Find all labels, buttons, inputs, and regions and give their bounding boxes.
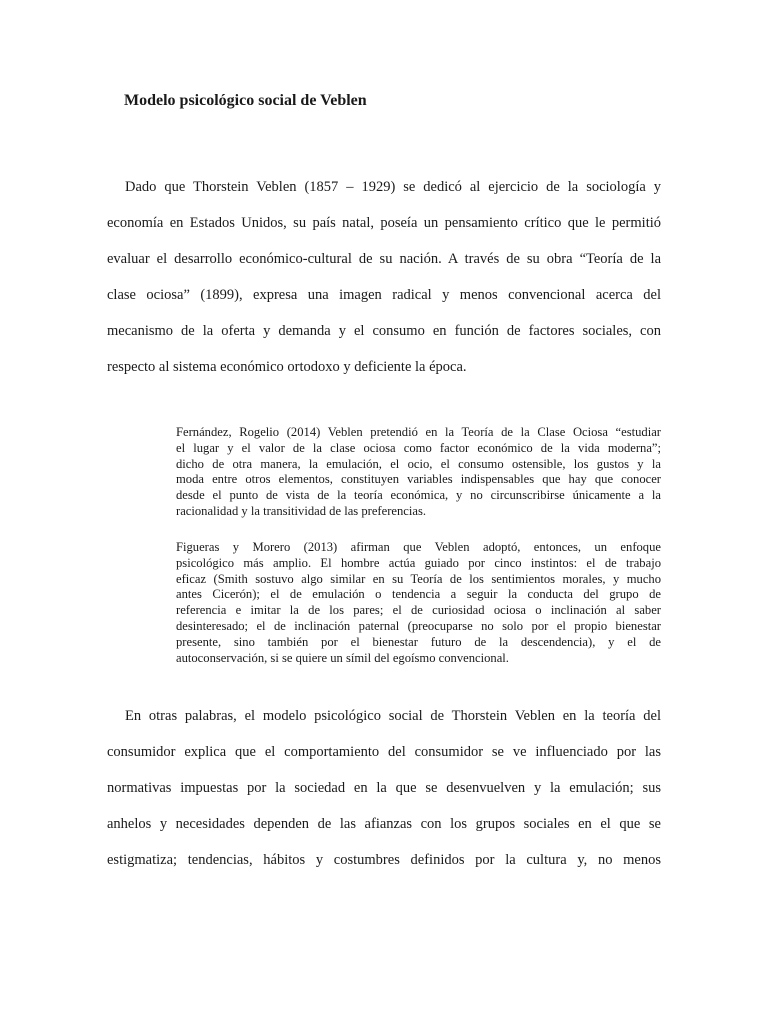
quote-line: psicológico más amplio. El hombre actúa guiado por cinco instintos: el de trabajo: [176, 555, 661, 570]
quote-line: racionalidad y la transitividad de las preferencias.: [176, 503, 427, 518]
paragraph-line: normativas impuestas por la sociedad en la que se desenvuelven y la emulación; sus: [107, 780, 661, 796]
quote-line: eficaz (Smith sostuvo algo similar en su Teoría de los sentimientos morales, y mucho: [176, 571, 661, 586]
quote-line: desinteresado; el de inclinación paternal (preocuparse no solo por el propio bienestar: [176, 618, 661, 633]
block-quote-figueras: [176, 540, 661, 666]
quote-line: Fernández, Rogelio (2014) Veblen pretendió en la Teoría de la Clase Ociosa “estudiar: [176, 425, 661, 439]
paragraph-line: respecto al sistema económico ortodoxo y deficiente la época.: [107, 359, 467, 375]
quote-line: antes Cicerón); el de emulación o tendencia a seguir la conducta del grupo de: [176, 587, 661, 602]
quote-line: presente, sino también por el bienestar futuro de la descendencia), y el de: [176, 634, 661, 649]
paragraph-line: mecanismo de la oferta y demanda y el consumo en función de factores sociales, con: [107, 323, 661, 339]
paragraph-line: estigmatiza; tendencias, hábitos y costumbres definidos por la cultura y, no menos: [107, 852, 661, 868]
quote-line: moda entre otros elementos, constituyen variables indispensables que hay que conocer: [176, 472, 661, 487]
paragraph-line: Dado que Thorstein Veblen (1857 – 1929) se dedicó al ejercicio de la sociología y: [125, 179, 661, 195]
quote-line: autoconservación, si se quiere un símil del egoísmo convencional.: [176, 650, 509, 665]
paragraph-line: En otras palabras, el modelo psicológico social de Thorstein Veblen en la teoría del: [125, 708, 661, 724]
paragraph-conclusion: [107, 706, 661, 886]
paragraph-intro: [107, 177, 661, 393]
paragraph-line: consumidor explica que el comportamiento del consumidor se ve influenciado por las: [107, 744, 661, 760]
block-quote-fernandez: [176, 425, 661, 520]
quote-line: desde el punto de vista de la teoría económica, y no circunscribirse únicamente a la: [176, 488, 661, 503]
paragraph-line: economía en Estados Unidos, su país natal, poseía un pensamiento crítico que le permitió: [107, 215, 661, 231]
paragraph-line: evaluar el desarrollo económico-cultural de su nación. A través de su obra “Teoría de la: [107, 251, 661, 267]
quote-line: Figueras y Morero (2013) afirman que Veblen adoptó, entonces, un enfoque: [176, 540, 661, 554]
quote-line: referencia e imitar la de los pares; el de curiosidad ociosa o inclinación al saber: [176, 603, 661, 618]
document-title: Modelo psicológico social de Veblen: [124, 92, 367, 109]
paragraph-line: anhelos y necesidades dependen de las afianzas con los grupos sociales en el que se: [107, 816, 661, 832]
quote-line: el lugar y el valor de la clase ociosa como factor económico de la vida moderna”;: [176, 440, 661, 455]
quote-line: dicho de otra manera, la emulación, el ocio, el consumo ostensible, los gustos y la: [176, 456, 661, 471]
paragraph-line: clase ociosa” (1899), expresa una imagen radical y menos convencional acerca del: [107, 287, 661, 303]
